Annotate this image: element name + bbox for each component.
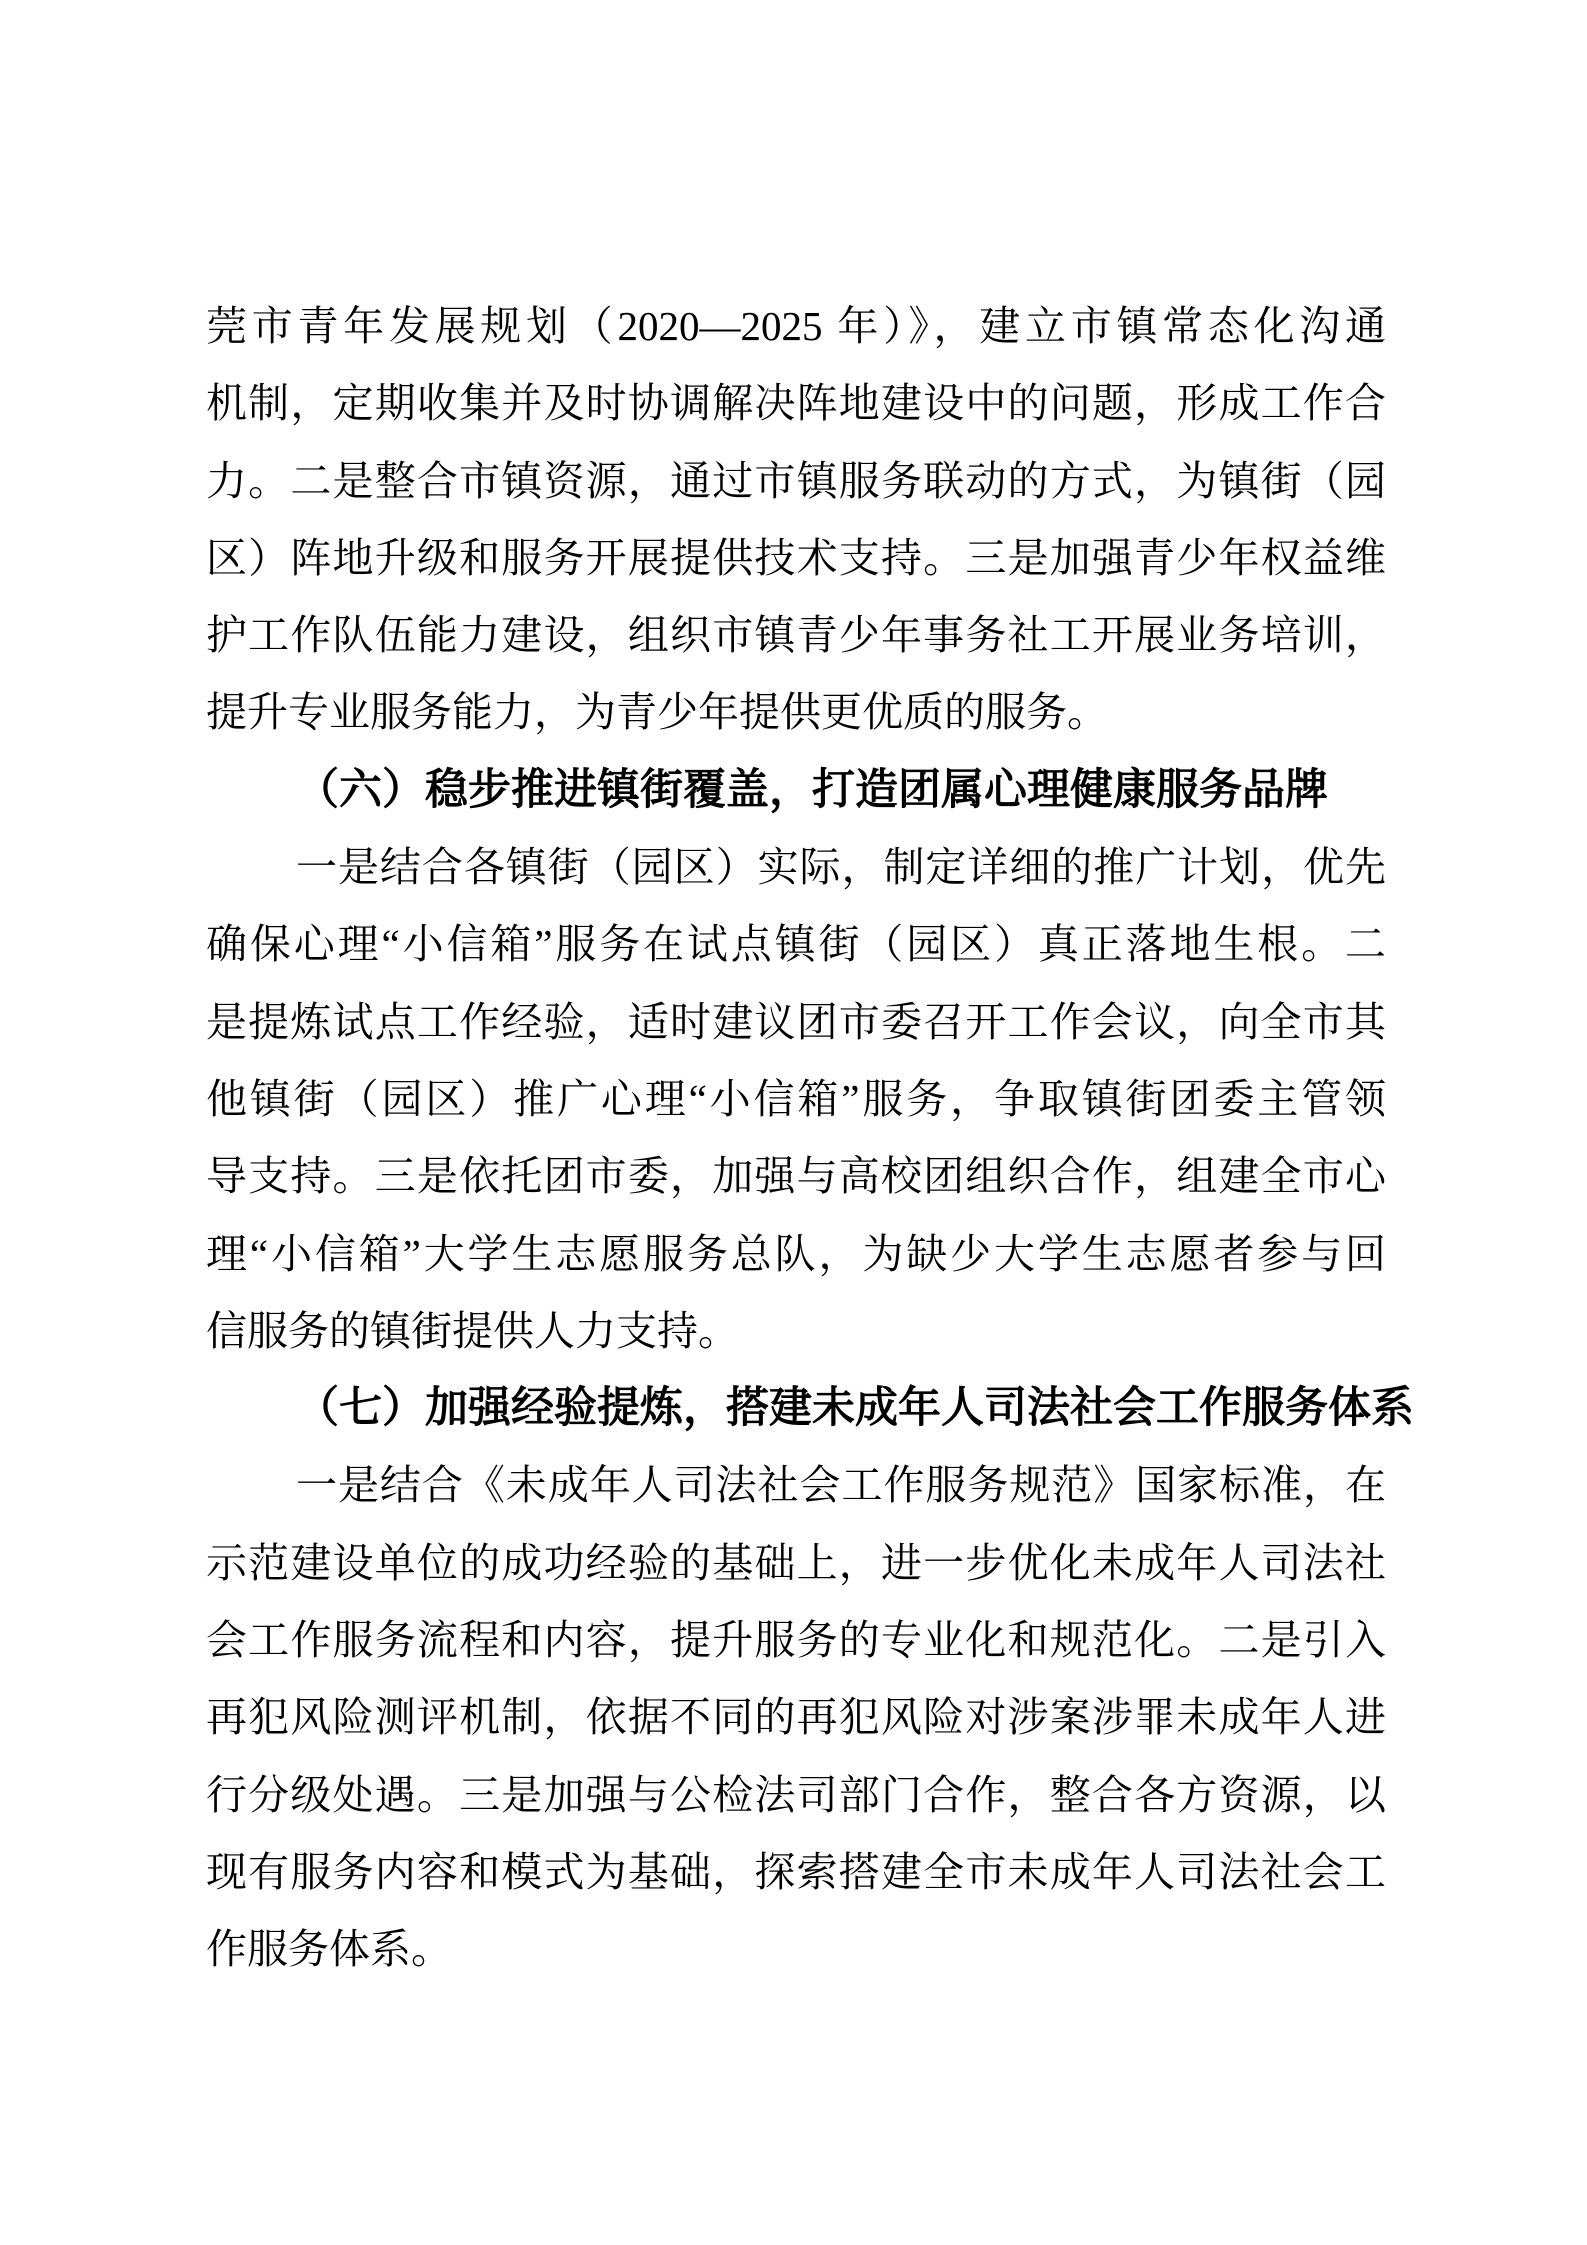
text-line: 理“小信箱”大学生志愿服务总队，为缺少大学生志愿者参与回 (206, 1230, 1386, 1277)
text-line: 信服务的镇街提供人力支持。 (206, 1307, 739, 1354)
section-heading-seven: （七）加强经验提炼，搭建未成年人司法社会工作服务体系 (296, 1385, 1414, 1433)
text-line: 机制，定期收集并及时协调解决阵地建设中的问题，形成工作合 (206, 380, 1386, 427)
text-line: 是提炼试点工作经验，适时建议团市委召开工作会议，向全市其 (206, 998, 1386, 1045)
text-line: 作服务体系。 (206, 1926, 452, 1973)
paragraph-first-line: 一是结合各镇街（园区）实际，制定详细的推广计划，优先 (296, 844, 1386, 891)
text-line: 示范建设单位的成功经验的基础上，进一步优化未成年人司法社 (206, 1539, 1386, 1586)
text-line: 区）阵地升级和服务开展提供技术支持。三是加强青少年权益维 (206, 534, 1386, 581)
text-line: 护工作队伍能力建设，组织市镇青少年事务社工开展业务培训， (206, 612, 1386, 659)
text-line: 力。二是整合市镇资源，通过市镇服务联动的方式，为镇街（园 (206, 457, 1386, 504)
body-text (206, 288, 1414, 1989)
paragraph-first-line: 一是结合《未成年人司法社会工作服务规范》国家标准，在 (296, 1462, 1386, 1509)
text-line: 确保心理“小信箱”服务在试点镇街（园区）真正落地生根。二 (206, 921, 1386, 968)
text-line: 莞市青年发展规划（2020—2025 年）》，建立市镇常态化沟通 (206, 303, 1386, 349)
text-line: 他镇街（园区）推广心理“小信箱”服务，争取镇街团委主管领 (206, 1075, 1386, 1122)
text-line: 再犯风险测评机制，依据不同的再犯风险对涉案涉罪未成年人进 (206, 1694, 1386, 1741)
text-line: 会工作服务流程和内容，提升服务的专业化和规范化。二是引入 (206, 1617, 1386, 1664)
text-line: 现有服务内容和模式为基础，探索搭建全市未成年人司法社会工 (206, 1848, 1386, 1895)
text-line: 提升专业服务能力，为青少年提供更优质的服务。 (206, 689, 1108, 736)
section-heading-six: （六）稳步推进镇街覆盖，打造团属心理健康服务品牌 (296, 766, 1328, 814)
text-line: 行分级处遇。三是加强与公检法司部门合作，整合各方资源，以 (206, 1771, 1386, 1818)
text-line: 导支持。三是依托团市委，加强与高校团组织合作，组建全市心 (206, 1153, 1386, 1200)
